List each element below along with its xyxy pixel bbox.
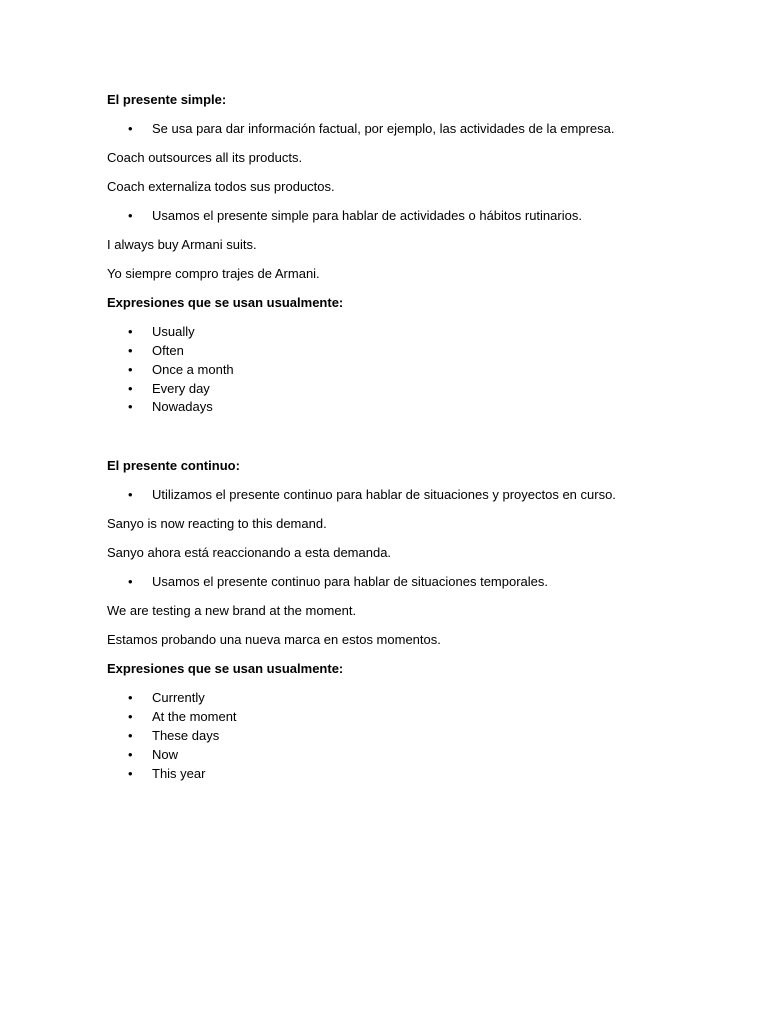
example-english: Sanyo is now reacting to this demand. [107, 516, 327, 531]
expression-item [128, 747, 178, 763]
expression-text: Often [152, 343, 184, 358]
list-item [128, 121, 614, 137]
expression-item [128, 324, 195, 340]
example-spanish: Sanyo ahora está reaccionando a esta demanda. [107, 545, 392, 560]
expression-text: Now [152, 747, 179, 762]
list-item-text: Se usa para dar información factual, por ejemplo, las actividades de la empresa. [152, 121, 615, 136]
list-item [128, 487, 616, 503]
bullet-icon: • [128, 362, 133, 377]
section-heading-presente-simple: El presente simple: [107, 92, 227, 107]
expression-text: Once a month [152, 362, 234, 377]
bullet-icon: • [128, 343, 133, 358]
expression-text: Every day [152, 381, 210, 396]
example-english: Coach outsources all its products. [107, 150, 303, 165]
expression-item [128, 766, 205, 782]
expression-item [128, 728, 219, 744]
bullet-icon: • [128, 487, 133, 502]
list-item [128, 574, 548, 590]
expression-text: These days [152, 728, 220, 743]
bullet-icon: • [128, 381, 133, 396]
bullet-icon: • [128, 399, 133, 414]
bullet-icon: • [128, 324, 133, 339]
expressions-heading: Expresiones que se usan usualmente: [107, 295, 344, 310]
expressions-heading: Expresiones que se usan usualmente: [107, 661, 344, 676]
example-english: I always buy Armani suits. [107, 237, 257, 252]
expression-item [128, 399, 213, 415]
bullet-icon: • [128, 747, 133, 762]
example-spanish: Coach externaliza todos sus productos. [107, 179, 335, 194]
expression-item [128, 362, 234, 378]
example-english: We are testing a new brand at the moment. [107, 603, 357, 618]
bullet-icon: • [128, 121, 133, 136]
expression-text: Currently [152, 690, 205, 705]
expression-item [128, 690, 205, 706]
list-item [128, 208, 582, 224]
expression-item [128, 381, 210, 397]
bullet-icon: • [128, 208, 133, 223]
expression-item [128, 709, 237, 725]
list-item-text: Usamos el presente continuo para hablar de situaciones temporales. [152, 574, 549, 589]
expression-item [128, 343, 184, 359]
bullet-icon: • [128, 728, 133, 743]
expression-text: Usually [152, 324, 195, 339]
example-spanish: Estamos probando una nueva marca en estos momentos. [107, 632, 441, 647]
example-spanish: Yo siempre compro trajes de Armani. [107, 266, 320, 281]
bullet-icon: • [128, 574, 133, 589]
expression-text: Nowadays [152, 399, 213, 414]
bullet-icon: • [128, 690, 133, 705]
bullet-icon: • [128, 766, 133, 781]
list-item-text: Utilizamos el presente continuo para hablar de situaciones y proyectos en curso. [152, 487, 616, 502]
section-heading-presente-continuo: El presente continuo: [107, 458, 240, 473]
expression-text: At the moment [152, 709, 237, 724]
expression-text: This year [152, 766, 206, 781]
list-item-text: Usamos el presente simple para hablar de actividades o hábitos rutinarios. [152, 208, 582, 223]
bullet-icon: • [128, 709, 133, 724]
